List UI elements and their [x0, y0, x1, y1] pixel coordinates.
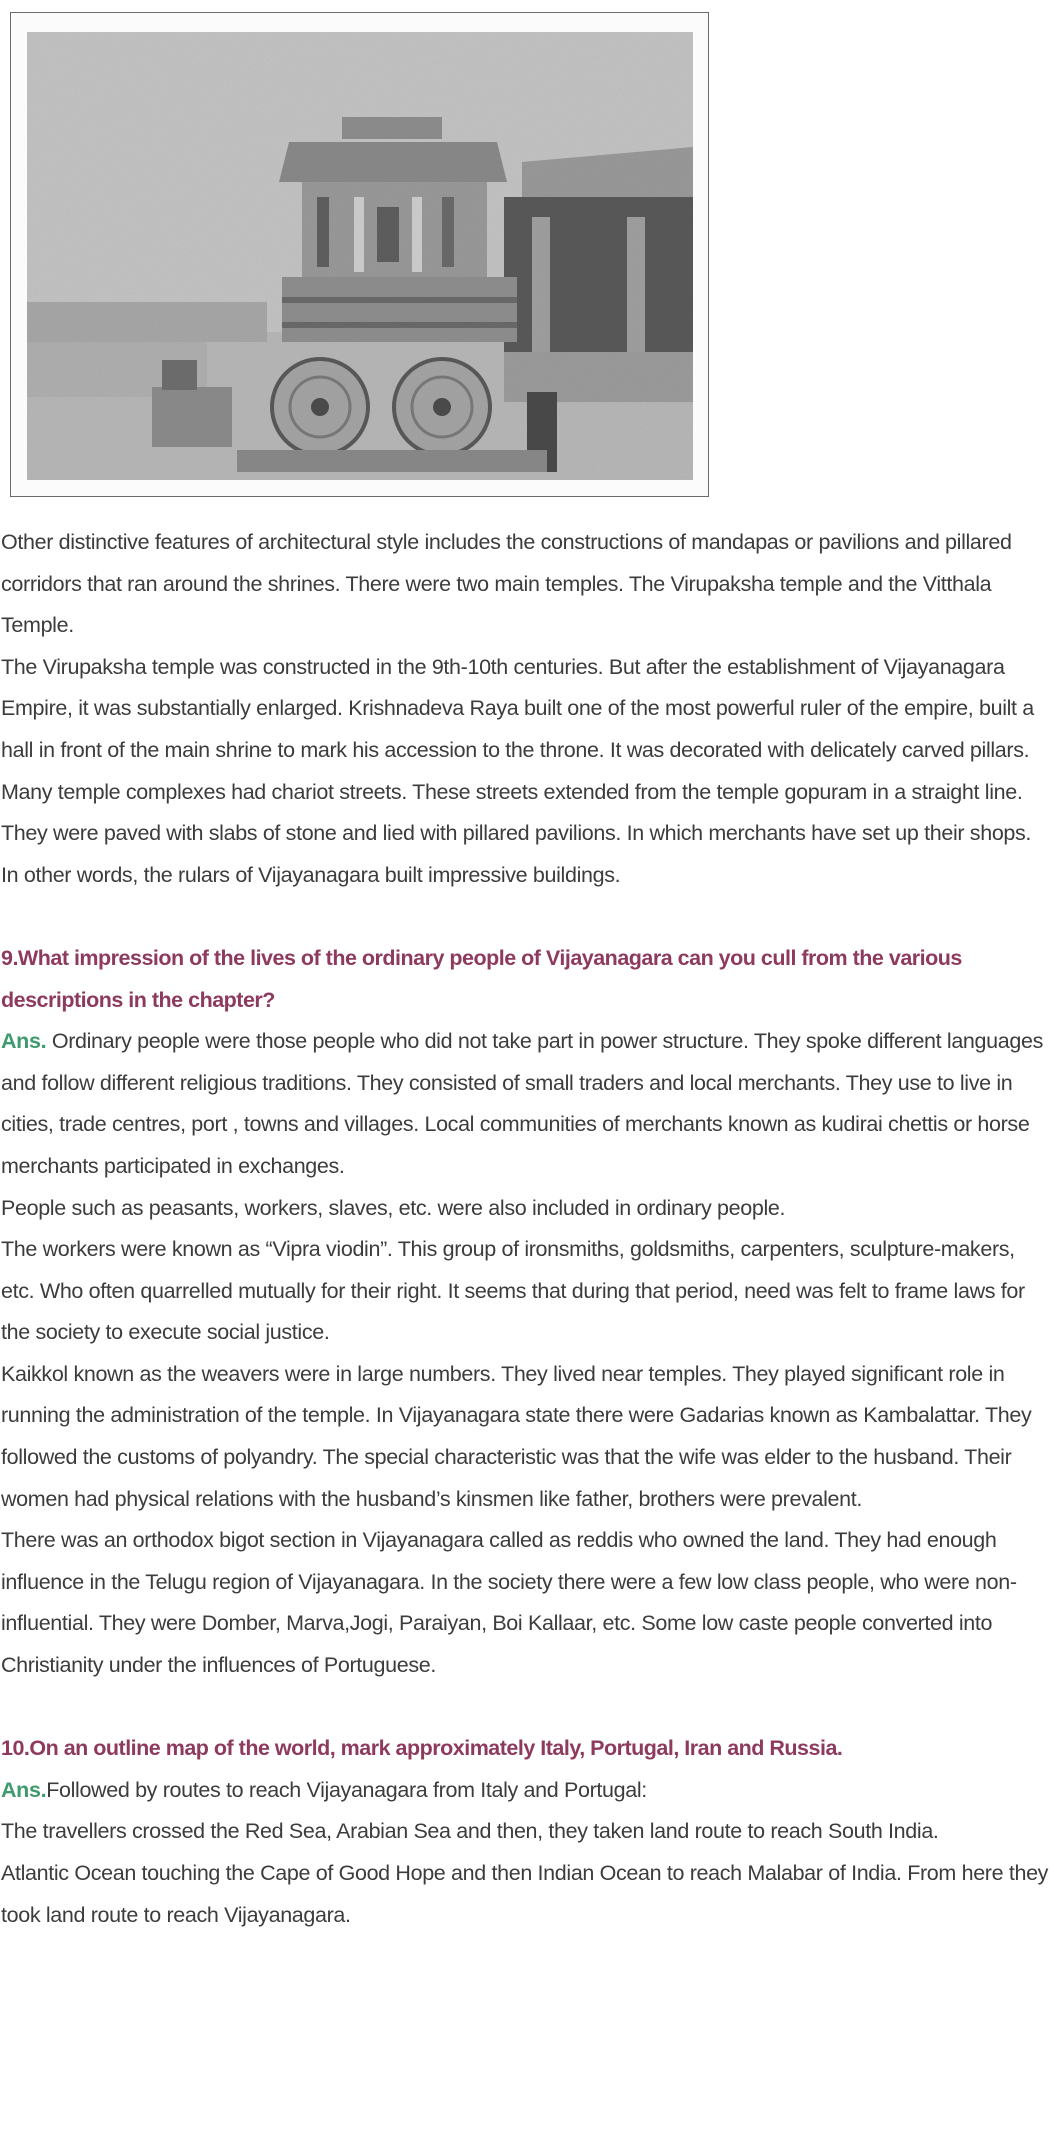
article-body [1, 522, 1053, 1936]
paragraph: Other distinctive features of architectural style includes the constructions of mandapas or pavilions and pillared corridors that ran around the shrines. There were two main temples. The Virupaksha temple and the Vitthala Temple. [1, 530, 1012, 638]
answer-label: Ans. [1, 1029, 47, 1054]
figure-frame [10, 12, 709, 497]
paragraph: The Virupaksha temple was constructed in the 9th-10th centuries. But after the establishment of Vijayanagara Empire, it was substantially enlarged. Krishnadeva Raya built one of the most powerful ruler of the empire, built a hall in front of the main shrine to mark his accession to the throne. It was decorated with delicately carved pillars. Many temple complexes had chariot streets. These streets extended from the temple gopuram in a straight line. They were paved with slabs of stone and lied with pillared pavilions. In which merchants have set up their shops. In other words, the rulars of Vijayanagara built impressive buildings. [1, 654, 1034, 887]
chariot-image [27, 32, 693, 480]
answer-text: Ordinary people were those people who did not take part in power structure. They spoke different languages and follow different religious traditions. They consisted of small traders and local merchants. They use to live in cities, trade centres, port , towns and villages. Local communities of merchants known as kudirai chettis or horse merchants participated in exchanges. [1, 1029, 1043, 1178]
paragraph: The workers were known as “Vipra viodin”. This group of ironsmiths, goldsmiths, carpenters, sculpture-makers, etc. Who often quarrelled mutually for their right. It seems that during that period, need was felt to frame laws for the society to execute social justice. [1, 1237, 1025, 1345]
answer-text: Followed by routes to reach Vijayanagara from Italy and Portugal: [46, 1777, 647, 1802]
question-9: 9.What impression of the lives of the ordinary people of Vijayanagara can you cull from the various descriptions in the chapter? [1, 945, 962, 1012]
paragraph: Atlantic Ocean touching the Cape of Good Hope and then Indian Ocean to reach Malabar of India. From here they took land route to reach Vijayanagara. [1, 1861, 1049, 1927]
paragraph: There was an orthodox bigot section in Vijayanagara called as reddis who owned the land. They had enough influence in the Telugu region of Vijayanagara. In the society there were a few low class people, who were non-influential. They were Domber, Marva,Jogi, Paraiyan, Boi Kallaar, etc. Some low caste people converted into Christianity under the influences of Portuguese. [1, 1528, 1017, 1678]
paragraph: Kaikkol known as the weavers were in large numbers. They lived near temples. They played significant role in running the administration of the temple. In Vijayanagara state there were Gadarias known as Kambalattar. They followed the customs of polyandry. The special characteristic was that the wife was elder to the husband. Their women had physical relations with the husband’s kinsmen like father, brothers were prevalent. [1, 1361, 1032, 1511]
stone-chariot-photo [27, 32, 693, 480]
question-10: 10.On an outline map of the world, mark approximately Italy, Portugal, Iran and Russia. [1, 1736, 843, 1761]
answer-9 [1, 1021, 1053, 1187]
paragraph: People such as peasants, workers, slaves, etc. were also included in ordinary people. [1, 1195, 786, 1220]
answer-10 [1, 1770, 1053, 1812]
answer-label: Ans. [1, 1777, 47, 1802]
paragraph: The travellers crossed the Red Sea, Arabian Sea and then, they taken land route to reach South India. [1, 1819, 939, 1844]
